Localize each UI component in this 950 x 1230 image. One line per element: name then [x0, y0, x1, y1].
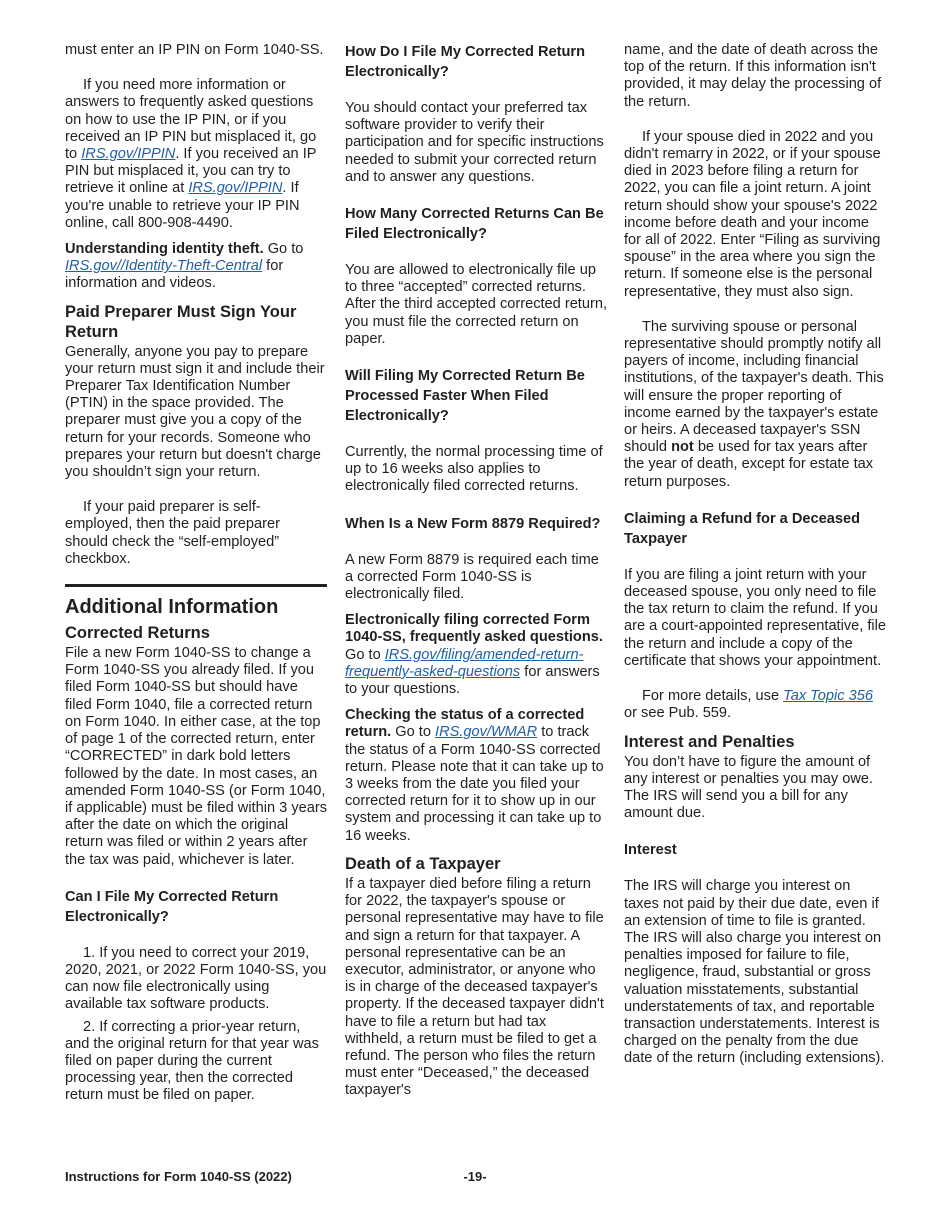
faq-paragraph: Electronically filing corrected Form 1040-SS, frequently asked questions. Go to IRS.gov/filing/amended-return-frequently-asked-questions for answers to your questions.: [345, 612, 603, 698]
column-2: [345, 42, 607, 1100]
interest-paragraph: The IRS will charge you interest on taxes not paid by their due date, even if an extension of time to file is granted. The IRS will also charge you interest on penalties imposed for failure to file, negligence, fraud, substantial or gross valuation misstatements, substantial understatements of tax, and reportable transaction understatements. Interest is charged on the penalty from the due date of the return (including extensions).: [624, 878, 885, 1067]
ippin-link-2[interactable]: IRS.gov/IPPIN: [188, 180, 283, 197]
identity-theft-link[interactable]: IRS.gov//Identity-Theft-Central: [65, 258, 263, 275]
claiming-refund-paragraph: If you are filing a joint return with your deceased spouse, you only need to file the tax return to claim the refund. If you are a court-appointed representative, file the return and include a copy of the certificate that shows your appointment.: [624, 566, 887, 669]
corrected-returns-paragraph: File a new Form 1040-SS to change a Form 1040-SS you already filed. If you filed Form 1040-SS but should have filed Form 1040, file a corrected return on Form 1040. In either case, at the top of page 1 of the corrected return, enter “CORRECTED” in dark bold letters followed by the date. In most cases, an amended Form 1040-SS (or Form 1040, if applicable) must be filed within 3 years after the date on which the original return was filed or within 2 years after the tax was paid, whichever is later.: [65, 645, 328, 868]
footer-title: Instructions for Form 1040-SS (2022): [65, 1169, 292, 1184]
corrected-returns-heading: Corrected Returns: [65, 624, 210, 643]
interest-penalties-paragraph: You don’t have to figure the amount of any interest or penalties you may owe. The IRS will send you a bill for any amount due.: [624, 753, 874, 822]
more-info-paragraph: If you need more information or answers to frequently asked questions on how to use the IP PIN, or if you received an IP PIN but misplaced it, go to IRS.gov/IPPIN. If you received an IP PIN but misplaced it, you can try to retrieve it online at IRS.gov/IPPIN. If you're unable to retrieve your IP PIN online, call 800-908-4490.: [65, 77, 317, 231]
death-continued-paragraph: name, and the date of death across the top of the return. If this information isn't provided, it may delay the processing of the return.: [624, 42, 882, 110]
can-file-heading: Can I File My Corrected Return Electronically?: [65, 888, 279, 925]
form-8879-paragraph: A new Form 8879 is required each time a corrected Form 1040-SS is electronically filed.: [345, 551, 599, 603]
death-of-taxpayer-heading: Death of a Taxpayer: [345, 854, 501, 873]
how-file-paragraph: You should contact your preferred tax software provider to verify their participation and for specific instructions needed to submit your corrected return and to answer any questions.: [345, 100, 604, 185]
claiming-refund-heading: Claiming a Refund for a Deceased Taxpayer: [624, 510, 860, 547]
processed-faster-paragraph: Currently, the normal processing time of up to 16 weeks also applies to electronically filed corrected returns.: [345, 444, 603, 495]
list-item-1: 1. If you need to correct your 2019, 2020, 2021, or 2022 Form 1040-SS, you can now file electronically using available tax software products.: [65, 944, 327, 1013]
wmar-link[interactable]: IRS.gov/WMAR: [435, 724, 538, 741]
additional-information-heading: Additional Information: [65, 596, 279, 619]
column-1: [65, 42, 327, 1105]
self-employed-paragraph: If your paid preparer is self-employed, then the paid preparer should check the “self-employed” checkbox.: [65, 499, 280, 567]
how-many-heading: How Many Corrected Returns Can Be Filed Electronically?: [345, 206, 604, 243]
interest-penalties-heading: Interest and Penalties: [624, 732, 795, 751]
paid-preparer-heading: Paid Preparer Must Sign Your Return: [65, 302, 297, 341]
status-paragraph: Checking the status of a corrected return. Go to IRS.gov/WMAR to track the status of a Form 1040-SS corrected return. Please note that it can take up to 3 weeks from the date you filed your corrected return for it to show up in our system and processing it can take up to 16 weeks.: [345, 707, 604, 844]
form-8879-heading: When Is a New Form 8879 Required?: [345, 515, 601, 532]
column-3: [624, 42, 888, 1068]
ippin-link-1[interactable]: IRS.gov/IPPIN: [81, 146, 176, 163]
death-of-taxpayer-paragraph: If a taxpayer died before filing a return for 2022, the taxpayer's spouse or personal representative may have to file and sign a return for that taxpayer. A personal representative can be an executor, administrator, or anyone who is in charge of the deceased taxpayer's property. If the deceased taxpayer didn't have to file a return but had tax withheld, a return must be filed to get a refund. The person who files the return must enter “Deceased,” the deceased taxpayer's: [345, 875, 604, 1099]
how-file-heading: How Do I File My Corrected Return Electronically?: [345, 44, 586, 80]
paid-preparer-paragraph: Generally, anyone you pay to prepare your return must sign it and include their Preparer Tax Identification Number (PTIN) in the space provided. The preparer must give you a copy of the return for your records. Someone who prepares your return but doesn't charge you shouldn’t sign your return.: [65, 343, 325, 481]
interest-heading: Interest: [624, 842, 677, 859]
faq-link[interactable]: IRS.gov/filing/amended-return-frequently-asked-questions: [345, 646, 584, 680]
identity-theft-paragraph: Understanding identity theft. Go to IRS.gov//Identity-Theft-Central for information and videos.: [65, 241, 304, 292]
processed-faster-heading: Will Filing My Corrected Return Be Processed Faster When Filed Electronically?: [345, 368, 585, 425]
spouse-paragraph: If your spouse died in 2022 and you didn't remarry in 2022, or if your spouse died in 2023 before filing a return for 2022, you can file a joint return. A joint return should show your spouse's 2022 income before death and your income for all of 2022. Enter “Filing as surviving spouse” in the area where you sign the return. If someone else is the personal representative, they must also sign.: [624, 128, 881, 300]
ippin-paragraph-end: must enter an IP PIN on Form 1040-SS.: [65, 42, 324, 58]
section-divider: [65, 584, 327, 619]
tax-topic-link[interactable]: Tax Topic 356: [783, 688, 873, 705]
how-many-paragraph: You are allowed to electronically file up to three “accepted” corrected returns. After the third accepted corrected return, you must file the corrected return on paper.: [345, 262, 608, 347]
page-number: -19-: [463, 1169, 487, 1184]
list-item-2: 2. If correcting a prior-year return, and the original return for that year was filed on paper during the current processing year, then the corrected return must be filed on paper.: [65, 1018, 319, 1104]
more-details-paragraph: For more details, use Tax Topic 356 or see Pub. 559.: [624, 688, 873, 722]
surviving-spouse-paragraph: The surviving spouse or personal representative should promptly notify all payers of income, including financial institutions, of the taxpayer's death. This will ensure the proper reporting of income earned by the taxpayer's estate or heirs. A deceased taxpayer's SSN should not be used for tax years after the year of death, except for estate tax return purposes.: [624, 318, 884, 490]
